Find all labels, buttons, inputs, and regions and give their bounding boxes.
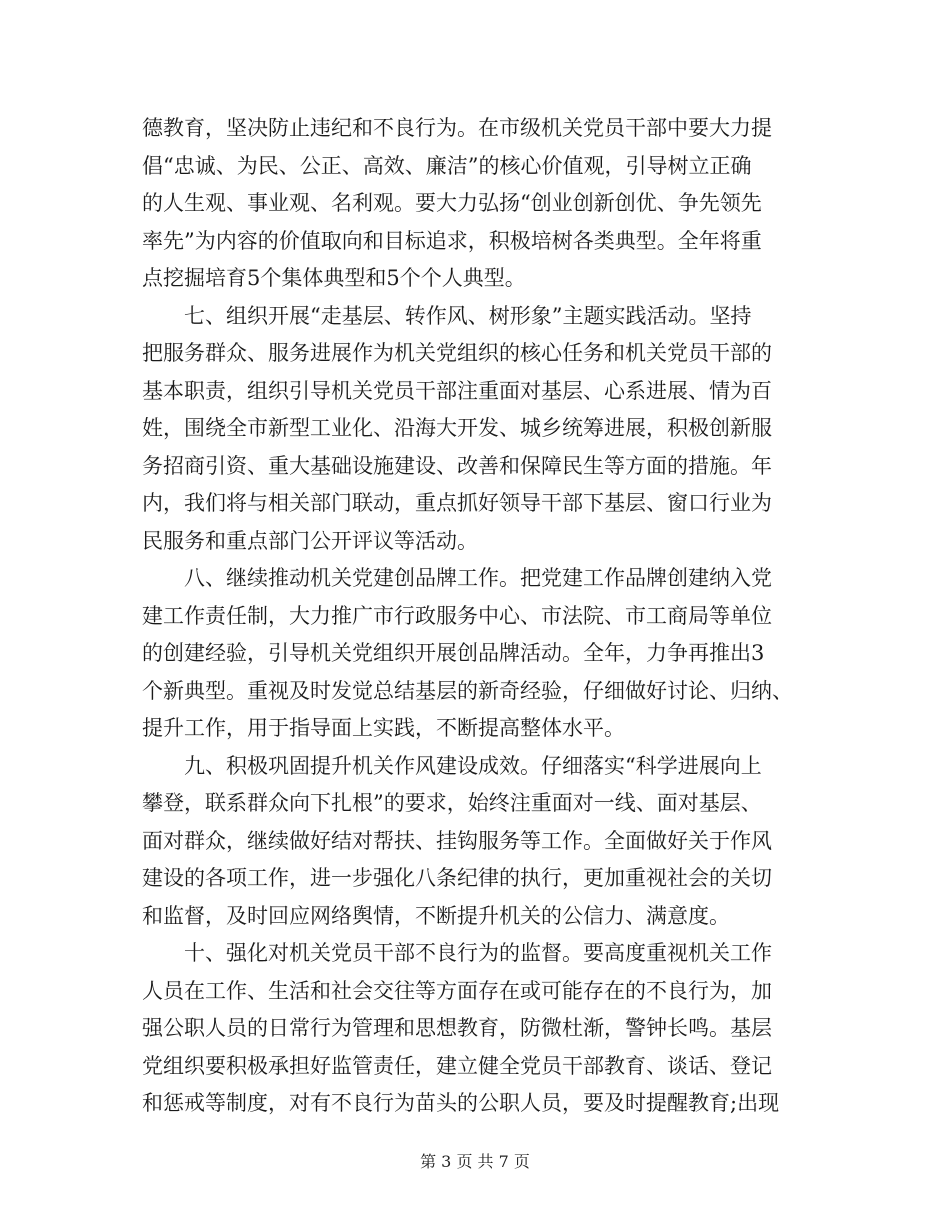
text-line: 点挖掘培育5个集体典型和5个个人典型。 [142,266,526,290]
text-line: 建设的各项工作，进一步强化八条纪律的执行，更加重视社会的关切 [142,866,772,890]
text-line: 七、组织开展“走基层、转作风、树形象”主题实践活动。坚持 [142,303,752,328]
text-line: 把服务群众、服务进展作为机关党组织的核心任务和机关党员干部的 [142,341,772,365]
text-line: 九、积极巩固提升机关作风建设成效。仔细落实“科学进展向上 [142,753,762,778]
text-line: 率先”为内容的价值取向和目标追求，积极培树各类典型。全年将重 [142,228,762,253]
text-line: 和惩戒等制度，对有不良行为苗头的公职人员，要及时提醒教育;出现 [142,1091,780,1115]
text-line: 内，我们将与相关部门联动，重点抓好领导干部下基层、窗口行业为 [142,491,772,515]
text-line: 的创建经验，引导机关党组织开展创品牌活动。全年，力争再推出3 [142,641,765,665]
text-line: 面对群众，继续做好结对帮扶、挂钩服务等工作。全面做好关于作风 [142,828,772,853]
text-line: 基本职责，组织引导机关党员干部注重面对基层、心系进展、情为百 [142,378,772,403]
text-line: 姓，围绕全市新型工业化、沿海大开发、城乡统筹进展，积极创新服 [142,416,772,440]
text-line: 党组织要积极承担好监管责任，建立健全党员干部教育、谈话、登记 [142,1053,772,1078]
text-line: 八、继续推动机关党建创品牌工作。把党建工作品牌创建纳入党 [142,566,772,590]
page-number-footer: 第 3 页 共 7 页 [420,1152,530,1171]
text-line: 人员在工作、生活和社会交往等方面存在或可能存在的不良行为，加 [142,978,772,1003]
text-line: 个新典型。重视及时发觉总结基层的新奇经验，仔细做好讨论、归纳、 [142,678,793,703]
text-line: 提升工作，用于指导面上实践，不断提高整体水平。 [142,716,625,740]
text-line: 十、强化对机关党员干部不良行为的监督。要高度重视机关工作 [142,941,772,965]
text-line: 德教育，坚决防止违纪和不良行为。在市级机关党员干部中要大力提 [142,116,772,140]
text-line: 民服务和重点部门公开评议等活动。 [142,528,478,553]
text-line: 建工作责任制，大力推广市行政服务中心、市法院、市工商局等单位 [142,603,772,628]
text-line: 攀登，联系群众向下扎根”的要求，始终注重面对一线、面对基层、 [142,791,762,815]
text-line: 的人生观、事业观、名利观。要大力弘扬“创业创新创优、争先领先 [142,191,762,215]
text-line: 倡“忠诚、为民、公正、高效、廉洁”的核心价值观，引导树立正确 [142,153,752,178]
document-body [142,110,814,1123]
text-line: 和监督，及时回应网络舆情，不断提升机关的公信力、满意度。 [142,903,730,928]
text-line: 强公职人员的日常行为管理和思想教育，防微杜渐，警钟长鸣。基层 [142,1016,772,1040]
text-line: 务招商引资、重大基础设施建设、改善和保障民生等方面的措施。年 [142,453,772,478]
